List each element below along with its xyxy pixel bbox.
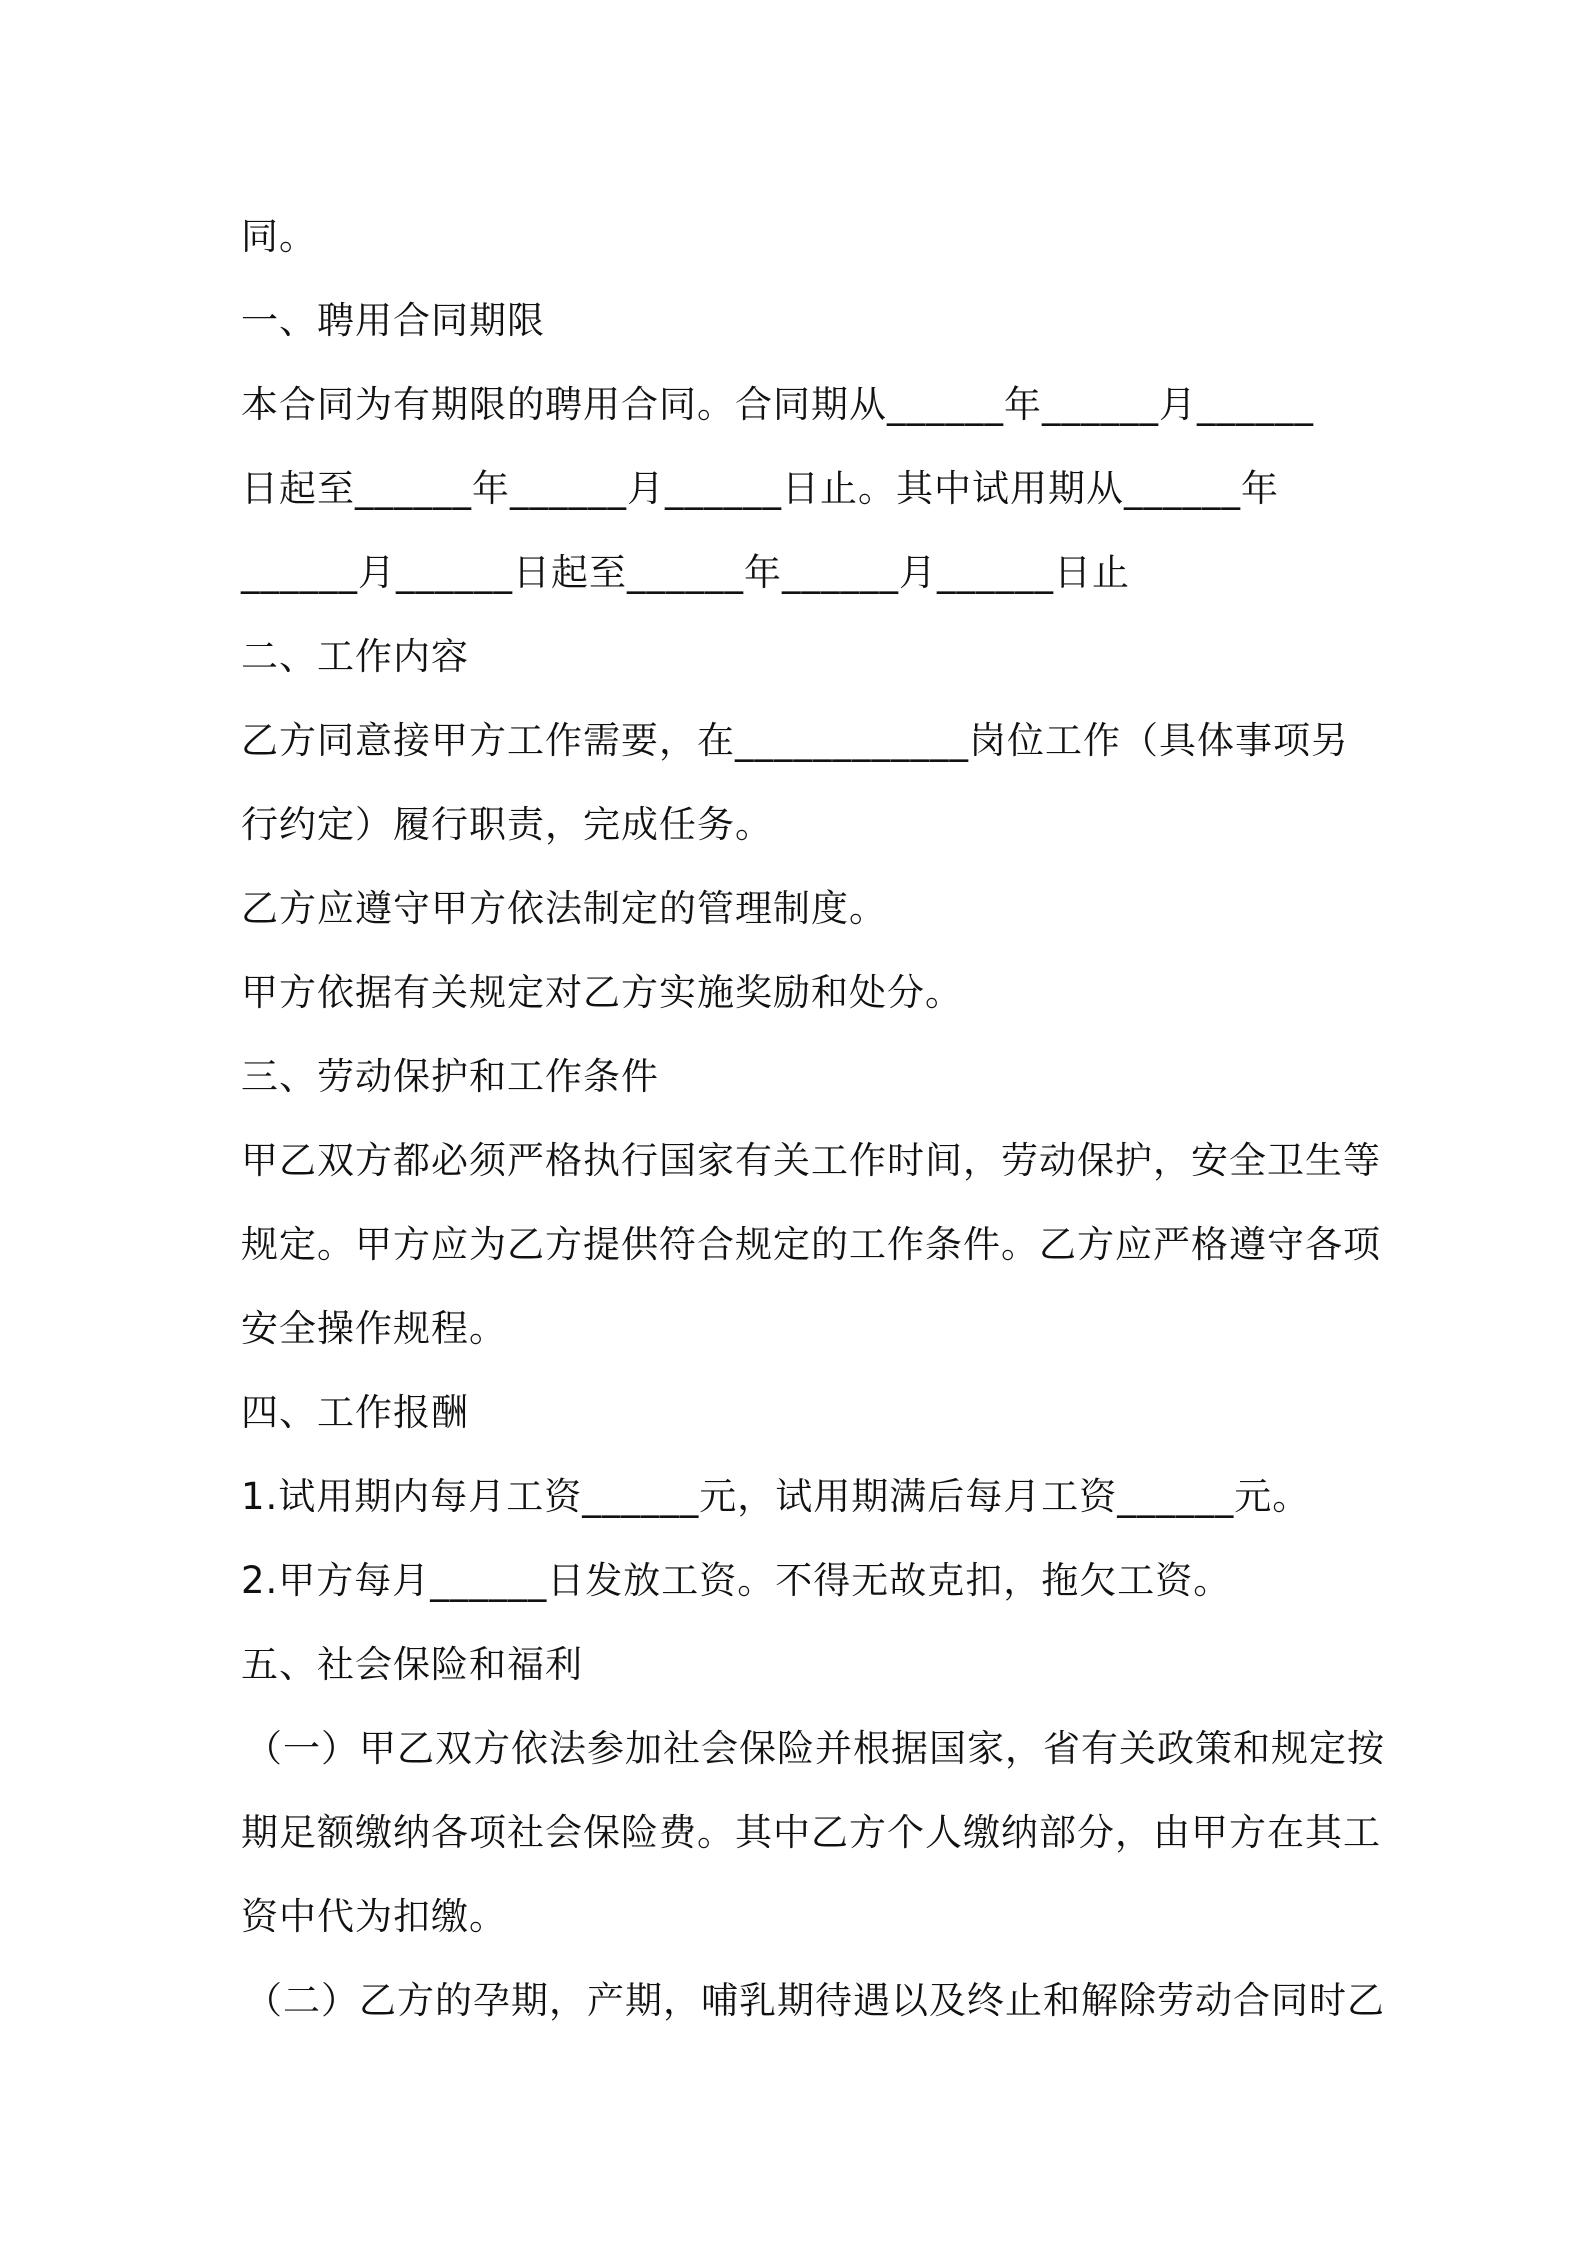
section-heading-labor-protection: 三、劳动保护和工作条件: [241, 1055, 659, 1098]
section-heading-term: 一、聘用合同期限: [241, 299, 545, 342]
labor-protection-line: 甲乙双方都必须严格执行国家有关工作时间，劳动保护，安全卫生等: [241, 1139, 1381, 1182]
work-content-line: 行约定）履行职责，完成任务。: [241, 803, 773, 846]
section-heading-social-insurance: 五、社会保险和福利: [241, 1643, 583, 1686]
social-insurance-line: 期足额缴纳各项社会保险费。其中乙方个人缴纳部分，由甲方在其工: [241, 1811, 1381, 1854]
work-content-line: 乙方同意接甲方工作需要，在____________岗位工作（具体事项另: [241, 719, 1349, 762]
work-content-line: 乙方应遵守甲方依法制定的管理制度。: [241, 887, 887, 930]
section-heading-remuneration: 四、工作报酬: [241, 1391, 469, 1434]
social-insurance-line: 资中代为扣缴。: [241, 1895, 507, 1938]
social-insurance-line: （二）乙方的孕期，产期，哺乳期待遇以及终止和解除劳动合同时乙: [245, 1979, 1385, 2022]
term-text-line: ______月______日起至______年______月______日止: [241, 551, 1130, 594]
document-body: [241, 195, 1385, 2043]
term-text-line: 日起至______年______月______日止。其中试用期从______年: [241, 467, 1279, 510]
paragraph-continuation: 同。: [241, 215, 317, 258]
term-text-line: 本合同为有期限的聘用合同。合同期从______年______月______: [241, 383, 1314, 426]
labor-protection-line: 安全操作规程。: [241, 1307, 507, 1350]
section-heading-work-content: 二、工作内容: [241, 635, 469, 678]
labor-protection-line: 规定。甲方应为乙方提供符合规定的工作条件。乙方应严格遵守各项: [241, 1223, 1381, 1266]
remuneration-item: 2.甲方每月______日发放工资。不得无故克扣，拖欠工资。: [241, 1559, 1232, 1602]
work-content-line: 甲方依据有关规定对乙方实施奖励和处分。: [241, 971, 963, 1014]
social-insurance-line: （一）甲乙双方依法参加社会保险并根据国家，省有关政策和规定按: [245, 1727, 1385, 1770]
remuneration-item: 1.试用期内每月工资______元，试用期满后每月工资______元。: [241, 1475, 1311, 1518]
